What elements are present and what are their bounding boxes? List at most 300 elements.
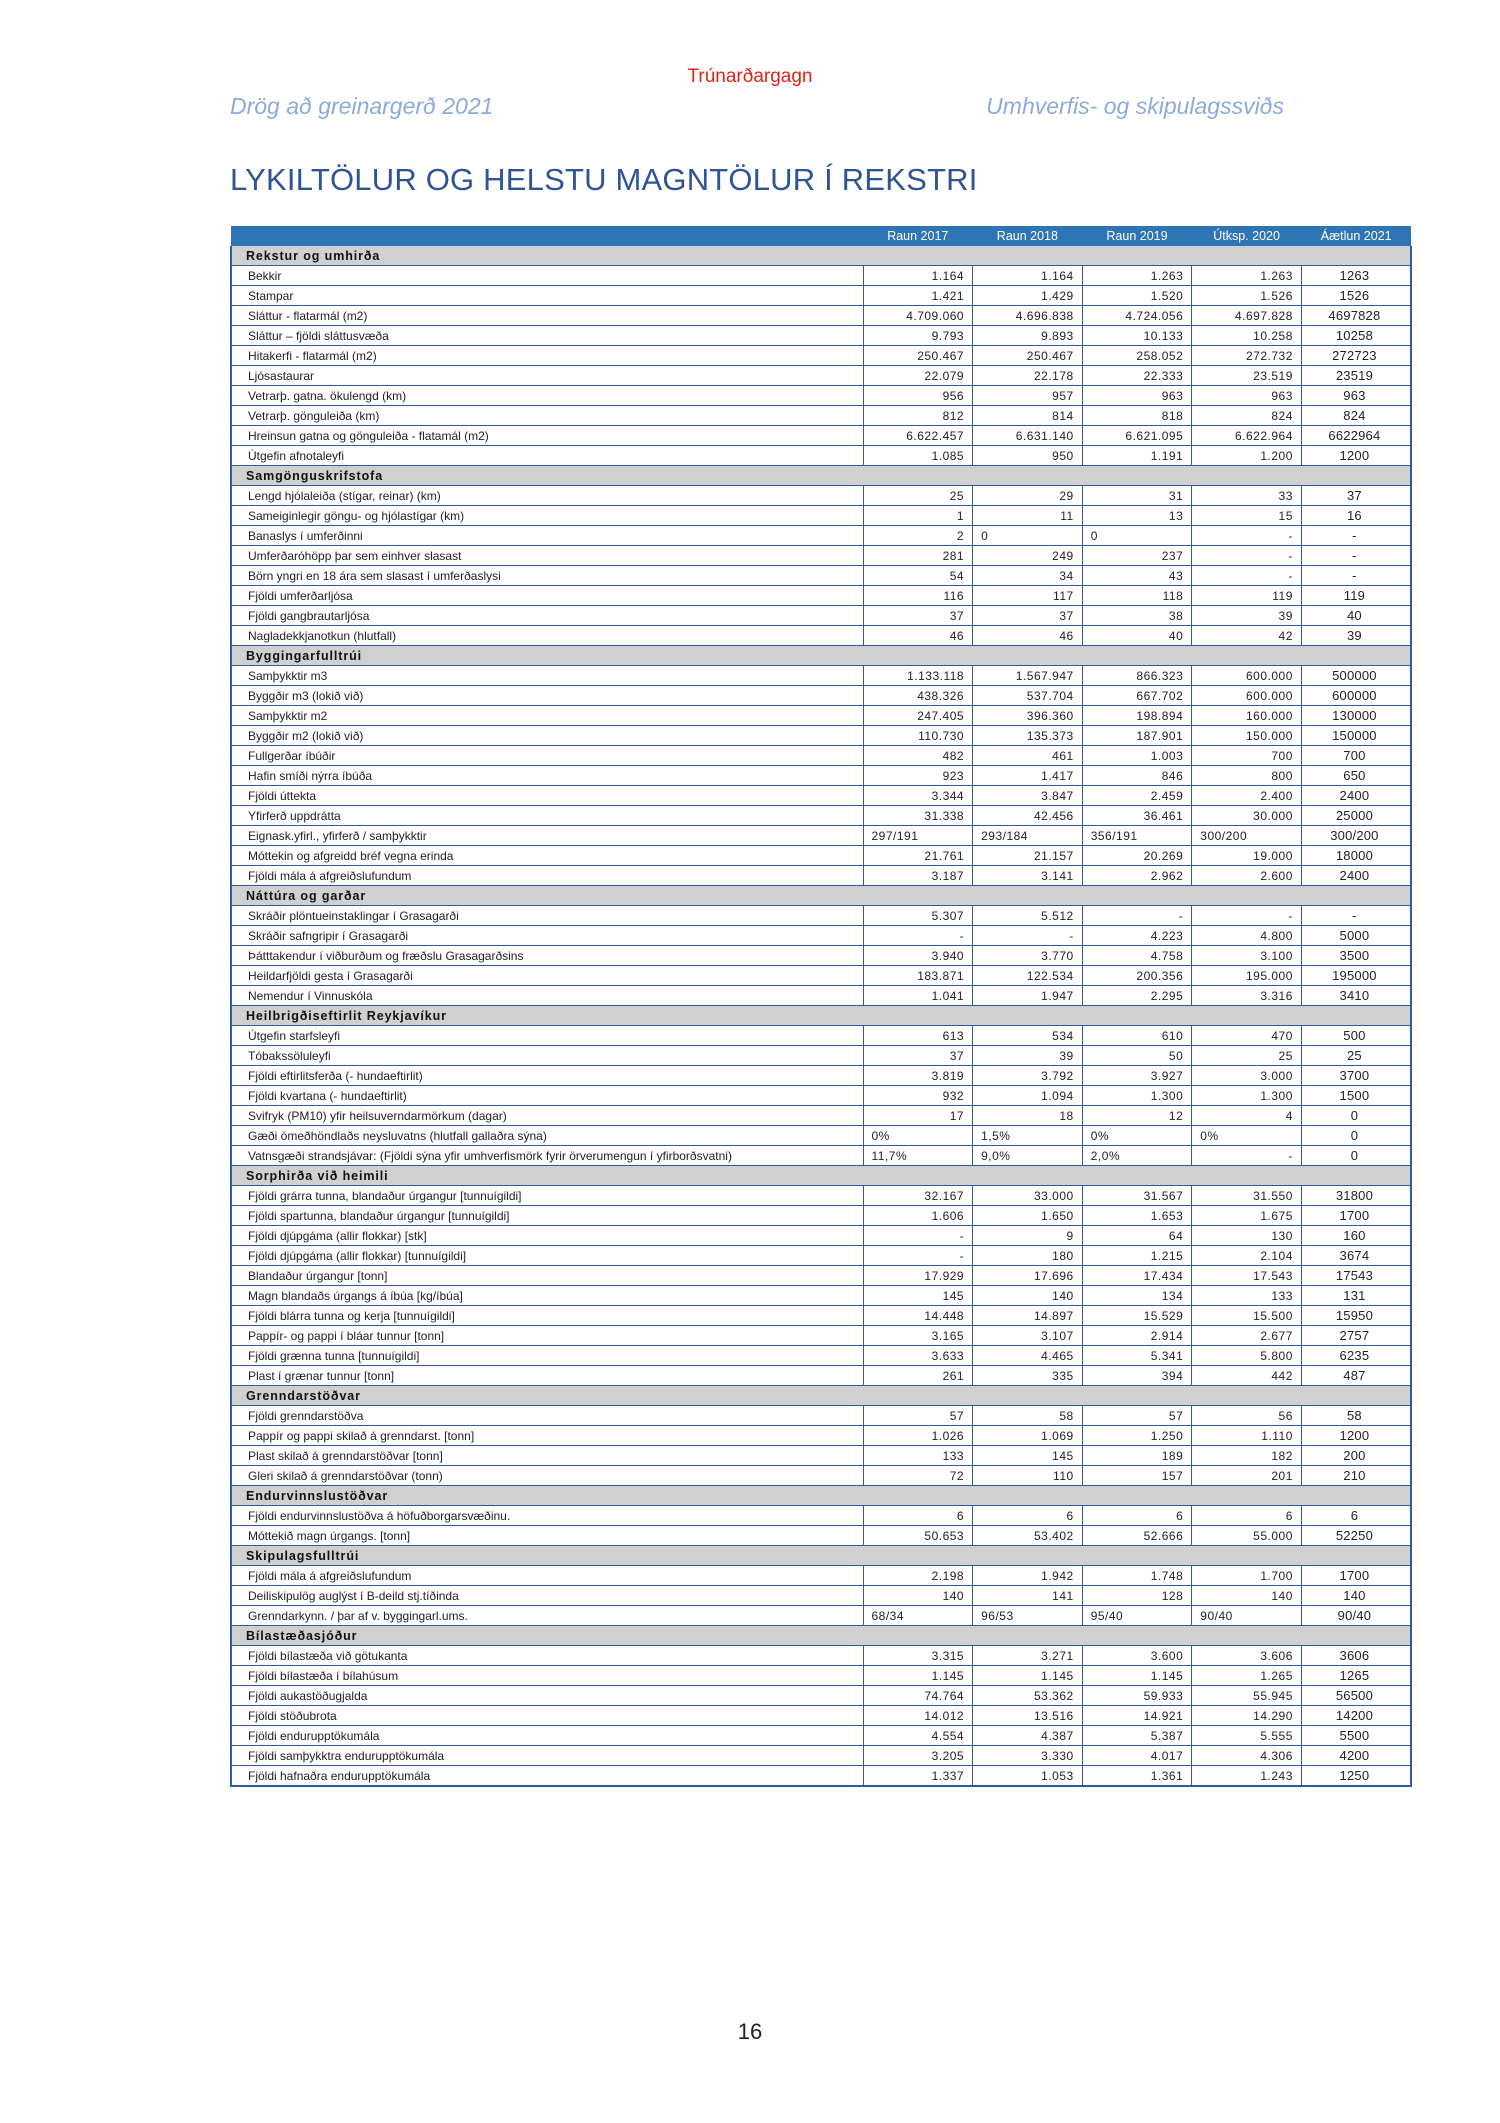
table-row	[231, 366, 1411, 386]
row-label: Banaslys í umferðinni	[231, 526, 863, 546]
value-cell: 54	[863, 566, 973, 586]
value-cell: 3.847	[973, 786, 1083, 806]
table-row	[231, 506, 1411, 526]
value-cell: 40	[1301, 606, 1411, 626]
value-cell: 128	[1082, 1586, 1192, 1606]
column-header: Raun 2017	[863, 226, 973, 246]
value-cell: 0	[1301, 1106, 1411, 1126]
value-cell: 39	[1301, 626, 1411, 646]
value-cell: 812	[863, 406, 973, 426]
value-cell: 482	[863, 746, 973, 766]
value-cell: 5.555	[1192, 1726, 1302, 1746]
value-cell: 300/200	[1301, 826, 1411, 846]
value-cell: 1.145	[1082, 1666, 1192, 1686]
value-cell: 50	[1082, 1046, 1192, 1066]
row-label: Fjöldi spartunna, blandaður úrgangur [tunnuígildi]	[231, 1206, 863, 1226]
value-cell: 1.145	[973, 1666, 1083, 1686]
table-row	[231, 346, 1411, 366]
value-cell: 13.516	[973, 1706, 1083, 1726]
value-cell: 261	[863, 1366, 973, 1386]
value-cell: 1.085	[863, 446, 973, 466]
row-label: Fjöldi aukastöðugjalda	[231, 1686, 863, 1706]
row-label: Hafin smíði nýrra íbúða	[231, 766, 863, 786]
value-cell: 36.461	[1082, 806, 1192, 826]
value-cell: 90/40	[1192, 1606, 1302, 1626]
value-cell: 247.405	[863, 706, 973, 726]
value-cell: 3.271	[973, 1646, 1083, 1666]
value-cell: 1.300	[1082, 1086, 1192, 1106]
value-cell: 297/191	[863, 826, 973, 846]
value-cell: 5.341	[1082, 1346, 1192, 1366]
table-row	[231, 1466, 1411, 1486]
value-cell: 1.145	[863, 1666, 973, 1686]
value-cell: 2400	[1301, 786, 1411, 806]
value-cell: 1.337	[863, 1766, 973, 1787]
value-cell: 1.675	[1192, 1206, 1302, 1226]
value-cell: 12	[1082, 1106, 1192, 1126]
value-cell: 3410	[1301, 986, 1411, 1006]
value-cell: 1265	[1301, 1666, 1411, 1686]
table-row	[231, 1766, 1411, 1787]
value-cell: 2.914	[1082, 1326, 1192, 1346]
value-cell: 1526	[1301, 286, 1411, 306]
value-cell: 183.871	[863, 966, 973, 986]
value-cell: 335	[973, 1366, 1083, 1386]
value-cell: 10.133	[1082, 326, 1192, 346]
table-row	[231, 306, 1411, 326]
table-row	[231, 426, 1411, 446]
row-label: Fjöldi endurupptökumála	[231, 1726, 863, 1746]
value-cell: 52.666	[1082, 1526, 1192, 1546]
value-cell: 23519	[1301, 366, 1411, 386]
value-cell: -	[1301, 566, 1411, 586]
table-row	[231, 1526, 1411, 1546]
value-cell: -	[973, 926, 1083, 946]
table-row	[231, 1326, 1411, 1346]
table-row	[231, 526, 1411, 546]
value-cell: 1.421	[863, 286, 973, 306]
value-cell: 39	[1192, 606, 1302, 626]
value-cell: 2.400	[1192, 786, 1302, 806]
value-cell: 130	[1192, 1226, 1302, 1246]
value-cell: 37	[973, 606, 1083, 626]
value-cell: 272.732	[1192, 346, 1302, 366]
row-label: Eignask.yfirl., yfirferð / samþykktir	[231, 826, 863, 846]
value-cell: 133	[863, 1446, 973, 1466]
value-cell: 30.000	[1192, 806, 1302, 826]
value-cell: 5000	[1301, 926, 1411, 946]
value-cell: 21.761	[863, 846, 973, 866]
value-cell: 1.606	[863, 1206, 973, 1226]
value-cell: 1.417	[973, 766, 1083, 786]
value-cell: -	[863, 1246, 973, 1266]
value-cell: 3.000	[1192, 1066, 1302, 1086]
value-cell: 3674	[1301, 1246, 1411, 1266]
value-cell: 140	[1192, 1586, 1302, 1606]
value-cell: 16	[1301, 506, 1411, 526]
section-header-row	[231, 1386, 1411, 1406]
value-cell: 0%	[1082, 1126, 1192, 1146]
value-cell: 1.164	[973, 266, 1083, 286]
header-right: Umhverfis- og skipulagssviðs	[986, 93, 1284, 119]
value-cell: 4.306	[1192, 1746, 1302, 1766]
table-header-row	[231, 226, 1411, 246]
value-cell: 1700	[1301, 1206, 1411, 1226]
row-label: Bekkir	[231, 266, 863, 286]
row-label: Fjöldi djúpgáma (allir flokkar) [tunnuígildi]	[231, 1246, 863, 1266]
row-label: Heildarfjöldi gesta í Grasagarði	[231, 966, 863, 986]
value-cell: 1.110	[1192, 1426, 1302, 1446]
row-label: Fullgerðar íbúðir	[231, 746, 863, 766]
value-cell: 15950	[1301, 1306, 1411, 1326]
value-cell: 56	[1192, 1406, 1302, 1426]
value-cell: 15	[1192, 506, 1302, 526]
value-cell: 2.677	[1192, 1326, 1302, 1346]
value-cell: 3.100	[1192, 946, 1302, 966]
value-cell: 963	[1301, 386, 1411, 406]
value-cell: 52250	[1301, 1526, 1411, 1546]
value-cell: 118	[1082, 586, 1192, 606]
value-cell: 250.467	[973, 346, 1083, 366]
table-row	[231, 586, 1411, 606]
table-row	[231, 1726, 1411, 1746]
column-header: Raun 2018	[973, 226, 1083, 246]
value-cell: 74.764	[863, 1686, 973, 1706]
value-cell: 59.933	[1082, 1686, 1192, 1706]
value-cell: 956	[863, 386, 973, 406]
value-cell: 4.554	[863, 1726, 973, 1746]
value-cell: 4.017	[1082, 1746, 1192, 1766]
value-cell: 394	[1082, 1366, 1192, 1386]
value-cell: -	[1301, 906, 1411, 926]
value-cell: 57	[1082, 1406, 1192, 1426]
row-label: Plast skilað á grenndarstöðvar [tonn]	[231, 1446, 863, 1466]
row-label: Þátttakendur í viðburðum og fræðslu Grasagarðsins	[231, 946, 863, 966]
value-cell: 537.704	[973, 686, 1083, 706]
row-label: Samþykktir m2	[231, 706, 863, 726]
value-cell: 814	[973, 406, 1083, 426]
column-header: Áætlun 2021	[1301, 226, 1411, 246]
row-label: Börn yngri en 18 ára sem slasast í umferðaslysi	[231, 566, 863, 586]
value-cell: 122.534	[973, 966, 1083, 986]
value-cell: 22.178	[973, 366, 1083, 386]
value-cell: 6.622.964	[1192, 426, 1302, 446]
column-header: Raun 2019	[1082, 226, 1192, 246]
section-header-row	[231, 1626, 1411, 1646]
value-cell: 14.921	[1082, 1706, 1192, 1726]
value-cell: 1.748	[1082, 1566, 1192, 1586]
value-cell: 2	[863, 526, 973, 546]
value-cell: 1263	[1301, 266, 1411, 286]
value-cell: 1.942	[973, 1566, 1083, 1586]
value-cell: 300/200	[1192, 826, 1302, 846]
row-label: Skráðir plöntueinstaklingar í Grasagarði	[231, 906, 863, 926]
row-label: Stampar	[231, 286, 863, 306]
value-cell: 42.456	[973, 806, 1083, 826]
value-cell: 963	[1192, 386, 1302, 406]
value-cell: 6	[1192, 1506, 1302, 1526]
value-cell: 145	[973, 1446, 1083, 1466]
value-cell: 22.079	[863, 366, 973, 386]
value-cell: 55.000	[1192, 1526, 1302, 1546]
row-label: Fjöldi samþykktra endurupptökumála	[231, 1746, 863, 1766]
value-cell: 134	[1082, 1286, 1192, 1306]
value-cell: 6.622.457	[863, 426, 973, 446]
value-cell: 4.696.838	[973, 306, 1083, 326]
value-cell: 33	[1192, 486, 1302, 506]
value-cell: 29	[973, 486, 1083, 506]
value-cell: 1.243	[1192, 1766, 1302, 1787]
table-row	[231, 566, 1411, 586]
row-label: Fjöldi kvartana (- hundaeftirlit)	[231, 1086, 863, 1106]
section-header-row	[231, 1546, 1411, 1566]
value-cell: 31.550	[1192, 1186, 1302, 1206]
value-cell: -	[863, 1226, 973, 1246]
value-cell: 2.198	[863, 1566, 973, 1586]
value-cell: 25000	[1301, 806, 1411, 826]
value-cell: 17.434	[1082, 1266, 1192, 1286]
value-cell: 1500	[1301, 1086, 1411, 1106]
value-cell: 6235	[1301, 1346, 1411, 1366]
value-cell: 5.387	[1082, 1726, 1192, 1746]
row-label: Skráðir safngripir í Grasagarði	[231, 926, 863, 946]
value-cell: 31.567	[1082, 1186, 1192, 1206]
value-cell: 17543	[1301, 1266, 1411, 1286]
value-cell: 4.223	[1082, 926, 1192, 946]
row-label: Útgefin starfsleyfi	[231, 1026, 863, 1046]
row-label: Gleri skilað á grenndarstöðvar (tonn)	[231, 1466, 863, 1486]
value-cell: 866.323	[1082, 666, 1192, 686]
row-label: Vetrarþ. gatna. ökulengd (km)	[231, 386, 863, 406]
table-row	[231, 1106, 1411, 1126]
value-cell: 46	[863, 626, 973, 646]
value-cell: 64	[1082, 1226, 1192, 1246]
value-cell: 3.770	[973, 946, 1083, 966]
section-title: Samgönguskrifstofa	[231, 466, 1411, 486]
value-cell: -	[863, 926, 973, 946]
value-cell: 14.012	[863, 1706, 973, 1726]
table-row	[231, 1246, 1411, 1266]
table-row	[231, 846, 1411, 866]
value-cell: 0	[1082, 526, 1192, 546]
value-cell: 1.094	[973, 1086, 1083, 1106]
table-row	[231, 1606, 1411, 1626]
table-row	[231, 1126, 1411, 1146]
row-label: Blandaður úrgangur [tonn]	[231, 1266, 863, 1286]
value-cell: 3.107	[973, 1326, 1083, 1346]
value-cell: 18	[973, 1106, 1083, 1126]
value-cell: 1.263	[1192, 266, 1302, 286]
row-label: Fjöldi úttekta	[231, 786, 863, 806]
row-label: Vatnsgæði strandsjávar: (Fjöldi sýna yfir umhverfismörk fyrir örverumengun í yfirborðsvatni)	[231, 1146, 863, 1166]
value-cell: 1.429	[973, 286, 1083, 306]
row-label: Fjöldi grænna tunna [tunnuígildi]	[231, 1346, 863, 1366]
value-cell: 3.315	[863, 1646, 973, 1666]
row-label: Fjöldi stöðubrota	[231, 1706, 863, 1726]
value-cell: 846	[1082, 766, 1192, 786]
header-blank-cell	[231, 226, 863, 246]
value-cell: 31.338	[863, 806, 973, 826]
table-row	[231, 746, 1411, 766]
value-cell: 4697828	[1301, 306, 1411, 326]
value-cell: 470	[1192, 1026, 1302, 1046]
value-cell: 58	[1301, 1406, 1411, 1426]
confidential-label: Trúnarðargagn	[687, 66, 813, 87]
value-cell: 3700	[1301, 1066, 1411, 1086]
row-label: Fjöldi eftirlitsferða (- hundaeftirlit)	[231, 1066, 863, 1086]
row-label: Plast í grænar tunnur [tonn]	[231, 1366, 863, 1386]
table-row	[231, 1586, 1411, 1606]
section-header-row	[231, 646, 1411, 666]
value-cell: 22.333	[1082, 366, 1192, 386]
table-row	[231, 606, 1411, 626]
value-cell: 2400	[1301, 866, 1411, 886]
value-cell: 2.295	[1082, 986, 1192, 1006]
value-cell: 17.696	[973, 1266, 1083, 1286]
value-cell: 130000	[1301, 706, 1411, 726]
row-label: Byggðir m3 (lokið við)	[231, 686, 863, 706]
table-row	[231, 406, 1411, 426]
row-label: Fjöldi blárra tunna og kerja [tunnuígildi]	[231, 1306, 863, 1326]
value-cell: 119	[1192, 586, 1302, 606]
row-label: Nagladekkjanotkun (hlutfall)	[231, 626, 863, 646]
value-cell: 53.402	[973, 1526, 1083, 1546]
column-header: Útksp. 2020	[1192, 226, 1302, 246]
row-label: Sláttur – fjöldi sláttusvæða	[231, 326, 863, 346]
row-label: Fjöldi endurvinnslustöðva á höfuðborgarsvæðinu.	[231, 1506, 863, 1526]
row-label: Sláttur - flatarmál (m2)	[231, 306, 863, 326]
section-title: Heilbrigðiseftirlit Reykjavíkur	[231, 1006, 1411, 1026]
value-cell: 963	[1082, 386, 1192, 406]
value-cell: 700	[1192, 746, 1302, 766]
key-figures-table	[230, 226, 1412, 1787]
value-cell: 140	[863, 1586, 973, 1606]
row-label: Móttekið magn úrgangs. [tonn]	[231, 1526, 863, 1546]
value-cell: 1.653	[1082, 1206, 1192, 1226]
value-cell: 6.631.140	[973, 426, 1083, 446]
table-row	[231, 1686, 1411, 1706]
value-cell: 14.290	[1192, 1706, 1302, 1726]
table-row	[231, 1706, 1411, 1726]
section-header-row	[231, 246, 1411, 266]
value-cell: 3606	[1301, 1646, 1411, 1666]
row-label: Pappír og pappi skilað á grenndarst. [tonn]	[231, 1426, 863, 1446]
table-row	[231, 986, 1411, 1006]
section-header-row	[231, 1006, 1411, 1026]
value-cell: 42	[1192, 626, 1302, 646]
value-cell: -	[1192, 906, 1302, 926]
value-cell: 610	[1082, 1026, 1192, 1046]
value-cell: 700	[1301, 746, 1411, 766]
value-cell: 667.702	[1082, 686, 1192, 706]
row-label: Fjöldi bílastæða í bílahúsum	[231, 1666, 863, 1686]
value-cell: 3500	[1301, 946, 1411, 966]
value-cell: 17	[863, 1106, 973, 1126]
value-cell: -	[1192, 546, 1302, 566]
value-cell: 72	[863, 1466, 973, 1486]
table-row	[231, 1146, 1411, 1166]
value-cell: 25	[1301, 1046, 1411, 1066]
value-cell: 38	[1082, 606, 1192, 626]
table-row	[231, 1566, 1411, 1586]
value-cell: 20.269	[1082, 846, 1192, 866]
value-cell: 131	[1301, 1286, 1411, 1306]
row-label: Fjöldi grenndarstöðva	[231, 1406, 863, 1426]
value-cell: 3.205	[863, 1746, 973, 1766]
value-cell: 5500	[1301, 1726, 1411, 1746]
value-cell: 9,0%	[973, 1146, 1083, 1166]
value-cell: 2.104	[1192, 1246, 1302, 1266]
value-cell: 145	[863, 1286, 973, 1306]
value-cell: 31800	[1301, 1186, 1411, 1206]
value-cell: 37	[1301, 486, 1411, 506]
value-cell: 14.448	[863, 1306, 973, 1326]
value-cell: 19.000	[1192, 846, 1302, 866]
row-label: Svifryk (PM10) yfir heilsuverndarmörkum (dagar)	[231, 1106, 863, 1126]
value-cell: 3.819	[863, 1066, 973, 1086]
row-label: Grenndarkynn. / þar af v. byggingarl.ums.	[231, 1606, 863, 1626]
row-label: Hreinsun gatna og gönguleiða - flatamál (m2)	[231, 426, 863, 446]
value-cell: 1.520	[1082, 286, 1192, 306]
value-cell: 1700	[1301, 1566, 1411, 1586]
table-row	[231, 1406, 1411, 1426]
value-cell: 10258	[1301, 326, 1411, 346]
value-cell: 1.263	[1082, 266, 1192, 286]
table-row	[231, 1426, 1411, 1446]
value-cell: 237	[1082, 546, 1192, 566]
value-cell: 200	[1301, 1446, 1411, 1466]
value-cell: 613	[863, 1026, 973, 1046]
value-cell: 6622964	[1301, 426, 1411, 446]
value-cell: 438.326	[863, 686, 973, 706]
value-cell: 356/191	[1082, 826, 1192, 846]
value-cell: 195.000	[1192, 966, 1302, 986]
row-label: Lengd hjólaleiða (stígar, reinar) (km)	[231, 486, 863, 506]
row-label: Umferðaróhöpp þar sem einhver slasast	[231, 546, 863, 566]
value-cell: 950	[973, 446, 1083, 466]
value-cell: 4.387	[973, 1726, 1083, 1746]
value-cell: 2.962	[1082, 866, 1192, 886]
value-cell: 1250	[1301, 1766, 1411, 1787]
value-cell: -	[1192, 1146, 1302, 1166]
value-cell: 1.026	[863, 1426, 973, 1446]
value-cell: 150.000	[1192, 726, 1302, 746]
value-cell: 14.897	[973, 1306, 1083, 1326]
value-cell: 25	[1192, 1046, 1302, 1066]
value-cell: 17.929	[863, 1266, 973, 1286]
table-row	[231, 326, 1411, 346]
value-cell: 1.300	[1192, 1086, 1302, 1106]
value-cell: 600.000	[1192, 666, 1302, 686]
row-label: Nemendur í Vinnuskóla	[231, 986, 863, 1006]
table-row	[231, 286, 1411, 306]
value-cell: 1,5%	[973, 1126, 1083, 1146]
value-cell: 210	[1301, 1466, 1411, 1486]
value-cell: 932	[863, 1086, 973, 1106]
value-cell: 2,0%	[1082, 1146, 1192, 1166]
value-cell: 1200	[1301, 446, 1411, 466]
value-cell: 37	[863, 606, 973, 626]
value-cell: 0%	[863, 1126, 973, 1146]
row-label: Gæði ómeðhöndlaðs neysluvatns (hlutfall gallaðra sýna)	[231, 1126, 863, 1146]
value-cell: 6.621.095	[1082, 426, 1192, 446]
value-cell: 0	[1301, 1146, 1411, 1166]
table-row	[231, 446, 1411, 466]
value-cell: 650	[1301, 766, 1411, 786]
table-row	[231, 686, 1411, 706]
value-cell: 534	[973, 1026, 1083, 1046]
row-label: Sameiginlegir göngu- og hjólastígar (km)	[231, 506, 863, 526]
